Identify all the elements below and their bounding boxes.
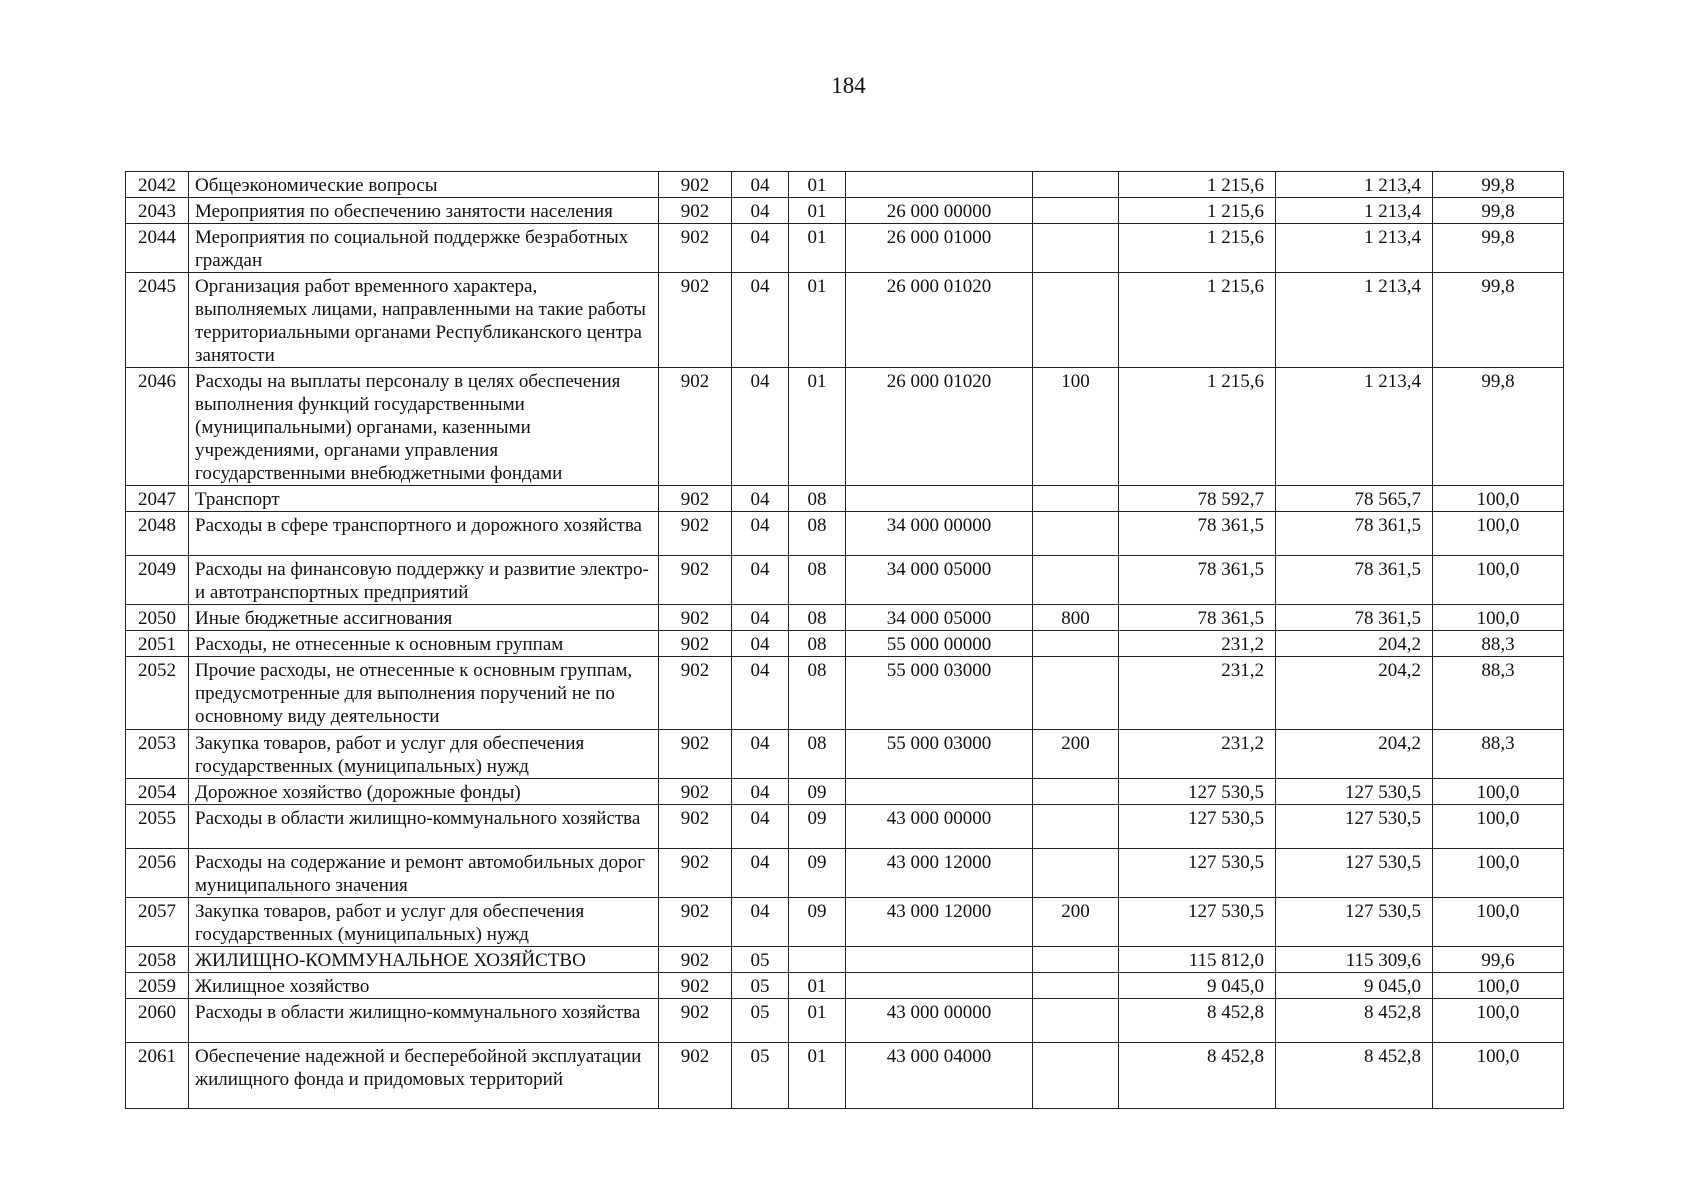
- expense-type-code-cell: [1033, 273, 1119, 368]
- expense-name-cell: Расходы на содержание и ремонт автомобильных дорог муниципального значения: [189, 849, 659, 898]
- expense-type-code-cell: [1033, 973, 1119, 999]
- planned-amount-cell: 115 812,0: [1119, 947, 1276, 973]
- expense-type-code-cell: [1033, 849, 1119, 898]
- actual-amount-cell: 78 565,7: [1276, 486, 1433, 512]
- execution-percent-cell: 100,0: [1433, 779, 1564, 805]
- expense-type-code-cell: [1033, 657, 1119, 730]
- row-number-cell: 2057: [126, 898, 189, 947]
- actual-amount-cell: 204,2: [1276, 631, 1433, 657]
- department-code-cell: 902: [659, 512, 732, 556]
- department-code-cell: 902: [659, 368, 732, 486]
- expense-name-cell: Расходы на выплаты персоналу в целях обеспечения выполнения функций государственными (муниципальными) органами, казенными учреждениями, органами управления государственными внебюджетными фондами: [189, 368, 659, 486]
- actual-amount-cell: 78 361,5: [1276, 512, 1433, 556]
- expense-name-cell: Прочие расходы, не отнесенные к основным группам, предусмотренные для выполнения поручений не по основному виду деятельности: [189, 657, 659, 730]
- section-code-cell: 04: [732, 512, 789, 556]
- row-number-cell: 2061: [126, 1043, 189, 1109]
- target-article-code-cell: 34 000 00000: [846, 512, 1033, 556]
- planned-amount-cell: 78 361,5: [1119, 556, 1276, 605]
- expense-type-code-cell: [1033, 224, 1119, 273]
- table-row: [126, 849, 1564, 898]
- department-code-cell: 902: [659, 273, 732, 368]
- section-code-cell: 05: [732, 947, 789, 973]
- subsection-code-cell: 01: [789, 224, 846, 273]
- actual-amount-cell: 8 452,8: [1276, 999, 1433, 1043]
- table-row: [126, 605, 1564, 631]
- subsection-code-cell: 01: [789, 273, 846, 368]
- row-number-cell: 2050: [126, 605, 189, 631]
- budget-table-body: [126, 172, 1564, 1109]
- department-code-cell: 902: [659, 631, 732, 657]
- actual-amount-cell: 204,2: [1276, 730, 1433, 779]
- actual-amount-cell: 127 530,5: [1276, 849, 1433, 898]
- planned-amount-cell: 1 215,6: [1119, 172, 1276, 198]
- row-number-cell: 2058: [126, 947, 189, 973]
- execution-percent-cell: 88,3: [1433, 631, 1564, 657]
- table-row: [126, 486, 1564, 512]
- page-number: 184: [831, 73, 866, 98]
- planned-amount-cell: 8 452,8: [1119, 1043, 1276, 1109]
- row-number-cell: 2044: [126, 224, 189, 273]
- target-article-code-cell: 26 000 01020: [846, 273, 1033, 368]
- subsection-code-cell: 08: [789, 631, 846, 657]
- actual-amount-cell: 1 213,4: [1276, 273, 1433, 368]
- row-number-cell: 2053: [126, 730, 189, 779]
- planned-amount-cell: 1 215,6: [1119, 198, 1276, 224]
- expense-name-cell: Общеэкономические вопросы: [189, 172, 659, 198]
- department-code-cell: 902: [659, 849, 732, 898]
- subsection-code-cell: 08: [789, 657, 846, 730]
- actual-amount-cell: 1 213,4: [1276, 198, 1433, 224]
- target-article-code-cell: 43 000 00000: [846, 999, 1033, 1043]
- expense-name-cell: Расходы в области жилищно-коммунального хозяйства: [189, 805, 659, 849]
- planned-amount-cell: 1 215,6: [1119, 368, 1276, 486]
- subsection-code-cell: 09: [789, 849, 846, 898]
- department-code-cell: 902: [659, 486, 732, 512]
- execution-percent-cell: 100,0: [1433, 999, 1564, 1043]
- section-code-cell: 04: [732, 273, 789, 368]
- expense-name-cell: Закупка товаров, работ и услуг для обеспечения государственных (муниципальных) нужд: [189, 898, 659, 947]
- subsection-code-cell: 01: [789, 172, 846, 198]
- target-article-code-cell: 34 000 05000: [846, 605, 1033, 631]
- table-row: [126, 172, 1564, 198]
- target-article-code-cell: [846, 486, 1033, 512]
- row-number-cell: 2051: [126, 631, 189, 657]
- execution-percent-cell: 99,8: [1433, 224, 1564, 273]
- department-code-cell: 902: [659, 1043, 732, 1109]
- section-code-cell: 04: [732, 631, 789, 657]
- expense-name-cell: Транспорт: [189, 486, 659, 512]
- execution-percent-cell: 100,0: [1433, 973, 1564, 999]
- section-code-cell: 04: [732, 898, 789, 947]
- execution-percent-cell: 99,8: [1433, 368, 1564, 486]
- planned-amount-cell: 127 530,5: [1119, 779, 1276, 805]
- execution-percent-cell: 99,8: [1433, 273, 1564, 368]
- row-number-cell: 2045: [126, 273, 189, 368]
- planned-amount-cell: 1 215,6: [1119, 224, 1276, 273]
- expense-name-cell: Обеспечение надежной и бесперебойной эксплуатации жилищного фонда и придомовых территорий: [189, 1043, 659, 1109]
- table-row: [126, 730, 1564, 779]
- target-article-code-cell: 43 000 00000: [846, 805, 1033, 849]
- row-number-cell: 2046: [126, 368, 189, 486]
- expense-name-cell: Мероприятия по социальной поддержке безработных граждан: [189, 224, 659, 273]
- table-row: [126, 805, 1564, 849]
- expense-type-code-cell: [1033, 1043, 1119, 1109]
- execution-percent-cell: 100,0: [1433, 805, 1564, 849]
- section-code-cell: 05: [732, 999, 789, 1043]
- department-code-cell: 902: [659, 779, 732, 805]
- table-row: [126, 368, 1564, 486]
- subsection-code-cell: 08: [789, 730, 846, 779]
- actual-amount-cell: 204,2: [1276, 657, 1433, 730]
- subsection-code-cell: 08: [789, 486, 846, 512]
- subsection-code-cell: 09: [789, 898, 846, 947]
- table-row: [126, 556, 1564, 605]
- table-row: [126, 1043, 1564, 1109]
- table-row: [126, 631, 1564, 657]
- actual-amount-cell: 1 213,4: [1276, 224, 1433, 273]
- expense-type-code-cell: [1033, 556, 1119, 605]
- section-code-cell: 04: [732, 730, 789, 779]
- expense-name-cell: Мероприятия по обеспечению занятости населения: [189, 198, 659, 224]
- target-article-code-cell: 55 000 00000: [846, 631, 1033, 657]
- subsection-code-cell: 01: [789, 973, 846, 999]
- actual-amount-cell: 1 213,4: [1276, 368, 1433, 486]
- department-code-cell: 902: [659, 172, 732, 198]
- execution-percent-cell: 99,8: [1433, 198, 1564, 224]
- target-article-code-cell: [846, 779, 1033, 805]
- expense-name-cell: Расходы в области жилищно-коммунального хозяйства: [189, 999, 659, 1043]
- expense-name-cell: Дорожное хозяйство (дорожные фонды): [189, 779, 659, 805]
- actual-amount-cell: 127 530,5: [1276, 898, 1433, 947]
- planned-amount-cell: 78 361,5: [1119, 512, 1276, 556]
- expense-type-code-cell: [1033, 779, 1119, 805]
- actual-amount-cell: 115 309,6: [1276, 947, 1433, 973]
- subsection-code-cell: 01: [789, 368, 846, 486]
- target-article-code-cell: 26 000 01000: [846, 224, 1033, 273]
- execution-percent-cell: 100,0: [1433, 512, 1564, 556]
- row-number-cell: 2047: [126, 486, 189, 512]
- expense-type-code-cell: [1033, 512, 1119, 556]
- planned-amount-cell: 231,2: [1119, 657, 1276, 730]
- planned-amount-cell: 231,2: [1119, 730, 1276, 779]
- row-number-cell: 2042: [126, 172, 189, 198]
- execution-percent-cell: 88,3: [1433, 657, 1564, 730]
- department-code-cell: 902: [659, 730, 732, 779]
- expense-type-code-cell: [1033, 198, 1119, 224]
- execution-percent-cell: 100,0: [1433, 898, 1564, 947]
- department-code-cell: 902: [659, 605, 732, 631]
- expense-name-cell: Жилищное хозяйство: [189, 973, 659, 999]
- expense-type-code-cell: [1033, 947, 1119, 973]
- expense-type-code-cell: 800: [1033, 605, 1119, 631]
- table-row: [126, 657, 1564, 730]
- expense-type-code-cell: [1033, 486, 1119, 512]
- expense-type-code-cell: 200: [1033, 730, 1119, 779]
- department-code-cell: 902: [659, 973, 732, 999]
- expense-name-cell: Закупка товаров, работ и услуг для обеспечения государственных (муниципальных) нужд: [189, 730, 659, 779]
- execution-percent-cell: 100,0: [1433, 605, 1564, 631]
- row-number-cell: 2055: [126, 805, 189, 849]
- execution-percent-cell: 99,8: [1433, 172, 1564, 198]
- subsection-code-cell: 09: [789, 805, 846, 849]
- actual-amount-cell: 127 530,5: [1276, 779, 1433, 805]
- table-row: [126, 273, 1564, 368]
- expense-name-cell: ЖИЛИЩНО-КОММУНАЛЬНОЕ ХОЗЯЙСТВО: [189, 947, 659, 973]
- expense-name-cell: Организация работ временного характера, выполняемых лицами, направленными на такие работы территориальными органами Республиканского центра занятости: [189, 273, 659, 368]
- section-code-cell: 04: [732, 849, 789, 898]
- planned-amount-cell: 1 215,6: [1119, 273, 1276, 368]
- actual-amount-cell: 127 530,5: [1276, 805, 1433, 849]
- section-code-cell: 04: [732, 779, 789, 805]
- row-number-cell: 2060: [126, 999, 189, 1043]
- section-code-cell: 04: [732, 224, 789, 273]
- row-number-cell: 2056: [126, 849, 189, 898]
- expense-type-code-cell: [1033, 172, 1119, 198]
- subsection-code-cell: 08: [789, 512, 846, 556]
- target-article-code-cell: 43 000 04000: [846, 1043, 1033, 1109]
- planned-amount-cell: 127 530,5: [1119, 805, 1276, 849]
- row-number-cell: 2059: [126, 973, 189, 999]
- actual-amount-cell: 1 213,4: [1276, 172, 1433, 198]
- expense-type-code-cell: [1033, 805, 1119, 849]
- execution-percent-cell: 88,3: [1433, 730, 1564, 779]
- subsection-code-cell: 01: [789, 999, 846, 1043]
- department-code-cell: 902: [659, 657, 732, 730]
- target-article-code-cell: 55 000 03000: [846, 730, 1033, 779]
- table-row: [126, 512, 1564, 556]
- section-code-cell: 05: [732, 973, 789, 999]
- section-code-cell: 04: [732, 556, 789, 605]
- expense-type-code-cell: 200: [1033, 898, 1119, 947]
- table-row: [126, 973, 1564, 999]
- section-code-cell: 05: [732, 1043, 789, 1109]
- department-code-cell: 902: [659, 224, 732, 273]
- target-article-code-cell: [846, 172, 1033, 198]
- table-row: [126, 779, 1564, 805]
- department-code-cell: 902: [659, 898, 732, 947]
- department-code-cell: 902: [659, 805, 732, 849]
- section-code-cell: 04: [732, 368, 789, 486]
- expense-name-cell: Расходы, не отнесенные к основным группам: [189, 631, 659, 657]
- subsection-code-cell: 01: [789, 198, 846, 224]
- section-code-cell: 04: [732, 805, 789, 849]
- section-code-cell: 04: [732, 605, 789, 631]
- planned-amount-cell: 78 592,7: [1119, 486, 1276, 512]
- department-code-cell: 902: [659, 947, 732, 973]
- section-code-cell: 04: [732, 657, 789, 730]
- expense-type-code-cell: [1033, 999, 1119, 1043]
- row-number-cell: 2043: [126, 198, 189, 224]
- expense-name-cell: Иные бюджетные ассигнования: [189, 605, 659, 631]
- expense-name-cell: Расходы в сфере транспортного и дорожного хозяйства: [189, 512, 659, 556]
- execution-percent-cell: 100,0: [1433, 1043, 1564, 1109]
- subsection-code-cell: 09: [789, 779, 846, 805]
- execution-percent-cell: 100,0: [1433, 486, 1564, 512]
- target-article-code-cell: 26 000 01020: [846, 368, 1033, 486]
- planned-amount-cell: 8 452,8: [1119, 999, 1276, 1043]
- section-code-cell: 04: [732, 198, 789, 224]
- target-article-code-cell: 34 000 05000: [846, 556, 1033, 605]
- expense-type-code-cell: 100: [1033, 368, 1119, 486]
- row-number-cell: 2049: [126, 556, 189, 605]
- actual-amount-cell: 78 361,5: [1276, 556, 1433, 605]
- planned-amount-cell: 127 530,5: [1119, 849, 1276, 898]
- table-row: [126, 898, 1564, 947]
- execution-percent-cell: 100,0: [1433, 556, 1564, 605]
- department-code-cell: 902: [659, 198, 732, 224]
- planned-amount-cell: 9 045,0: [1119, 973, 1276, 999]
- section-code-cell: 04: [732, 486, 789, 512]
- budget-table: [125, 171, 1564, 1109]
- row-number-cell: 2052: [126, 657, 189, 730]
- planned-amount-cell: 127 530,5: [1119, 898, 1276, 947]
- row-number-cell: 2048: [126, 512, 189, 556]
- expense-type-code-cell: [1033, 631, 1119, 657]
- execution-percent-cell: 99,6: [1433, 947, 1564, 973]
- table-row: [126, 224, 1564, 273]
- target-article-code-cell: [846, 973, 1033, 999]
- target-article-code-cell: 43 000 12000: [846, 849, 1033, 898]
- table-row: [126, 198, 1564, 224]
- row-number-cell: 2054: [126, 779, 189, 805]
- department-code-cell: 902: [659, 999, 732, 1043]
- target-article-code-cell: 43 000 12000: [846, 898, 1033, 947]
- subsection-code-cell: 08: [789, 556, 846, 605]
- subsection-code-cell: 08: [789, 605, 846, 631]
- section-code-cell: 04: [732, 172, 789, 198]
- actual-amount-cell: 9 045,0: [1276, 973, 1433, 999]
- subsection-code-cell: 01: [789, 1043, 846, 1109]
- target-article-code-cell: [846, 947, 1033, 973]
- subsection-code-cell: [789, 947, 846, 973]
- table-row: [126, 947, 1564, 973]
- department-code-cell: 902: [659, 556, 732, 605]
- planned-amount-cell: 78 361,5: [1119, 605, 1276, 631]
- table-row: [126, 999, 1564, 1043]
- planned-amount-cell: 231,2: [1119, 631, 1276, 657]
- target-article-code-cell: 26 000 00000: [846, 198, 1033, 224]
- execution-percent-cell: 100,0: [1433, 849, 1564, 898]
- expense-name-cell: Расходы на финансовую поддержку и развитие электро- и автотранспортных предприятий: [189, 556, 659, 605]
- actual-amount-cell: 8 452,8: [1276, 1043, 1433, 1109]
- actual-amount-cell: 78 361,5: [1276, 605, 1433, 631]
- target-article-code-cell: 55 000 03000: [846, 657, 1033, 730]
